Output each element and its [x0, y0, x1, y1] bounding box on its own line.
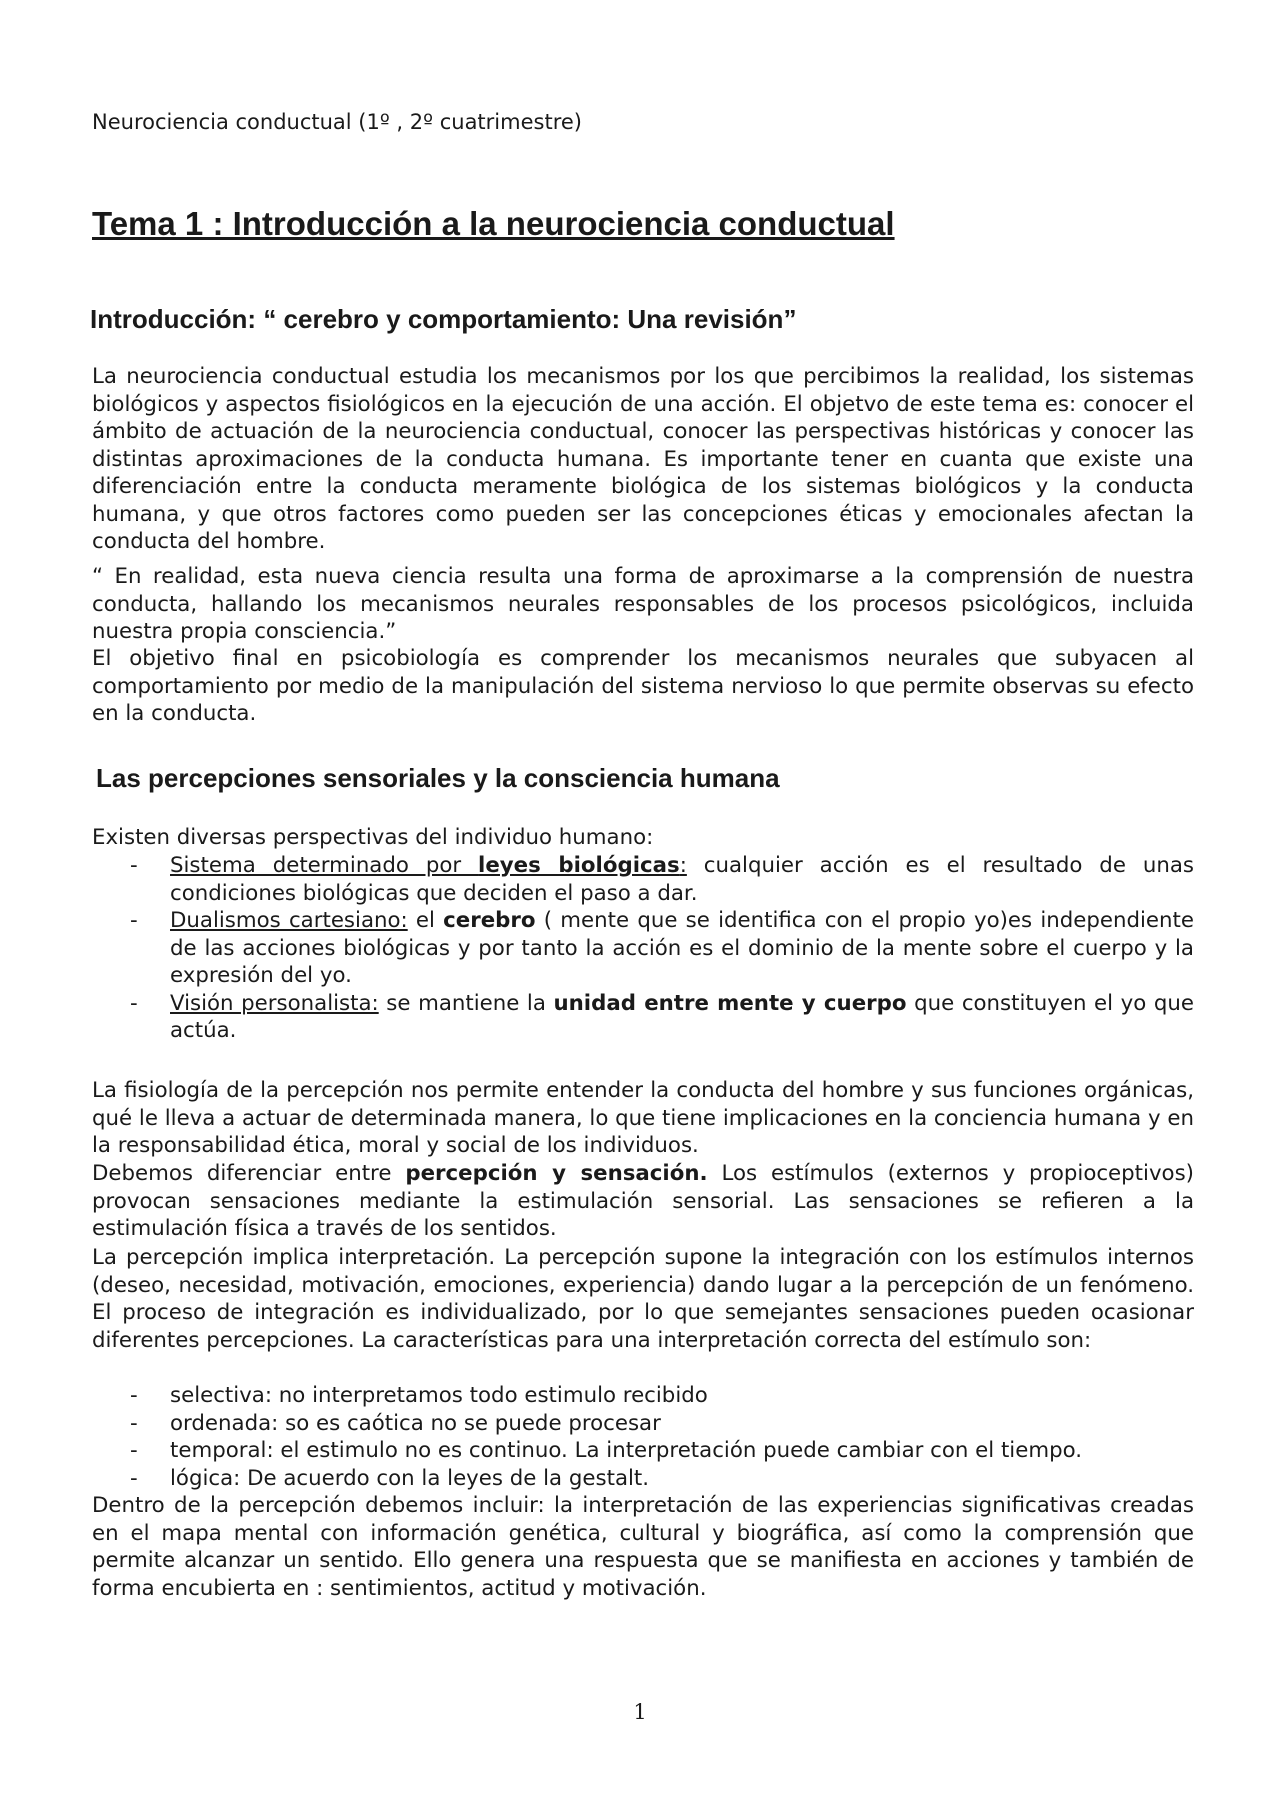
dash-bullet: - [130, 1383, 138, 1408]
list-item: - temporal: el estimulo no es continuo. La interpretación puede cambiar con el tiempo. [130, 1438, 1083, 1463]
list-item: - lógica: De acuerdo con la leyes de la gestalt. [130, 1465, 650, 1491]
section-heading-introduccion: Introducción: “ cerebro y comportamiento: Una revisión” [90, 304, 797, 334]
list-item: - Dualismos cartesiano: el cerebro ( mente que se identifica con el propio yo)es independiente de las acciones biológicas y por tanto la acción es el dominio de la mente sobre el cuerpo y la expresión del yo. [130, 908, 1194, 988]
objective-paragraph: El objetivo final en psicobiología es comprender los mecanismos neurales que subyacen al comportamiento por medio de la manipulación del sistema nervioso lo que permite observas su efecto en la conducta. [92, 646, 1194, 726]
course-header: Neurociencia conductual (1º , 2º cuatrimestre) [92, 110, 582, 134]
intro-paragraph: La neurociencia conductual estudia los mecanismos por los que percibimos la realidad, los sistemas biológicos y aspectos fisiológicos en la ejecución de una acción. El objetvo de este tema es: conocer el ámbito de actuación de la neurociencia conductual, conocer las perspectivas históricas y conocer las distintas aproximaciones de la conducta humana. Es importante tener en cuanta que existe una diferenciación entre la conducta meramente biológica de los sistemas biológicos y la conducta humana, y que otros factores como pueden ser las concepciones éticas y emocionales afectan la conducta del hombre. [92, 364, 1194, 554]
characteristics-list [92, 1382, 1194, 1492]
section-heading-percepciones: Las percepciones sensoriales y la consciencia humana [96, 763, 780, 793]
page-number: 1 [633, 1700, 647, 1724]
list-item [92, 852, 1194, 907]
dash-bullet: - [130, 1465, 138, 1491]
interpretation-paragraph: La percepción implica interpretación. La percepción supone la integración con los estímulos internos (deseo, necesidad, motivación, emociones, experiencia) dando lugar a la percepción de un fenómeno. El proceso de integración es individualizado, por lo que semejantes sensaciones pueden ocasionar diferentes percepciones. La características para una interpretación correcta del estímulo son: [92, 1245, 1194, 1353]
list-item: - selectiva: no interpretamos todo estimulo recibido [130, 1383, 708, 1408]
physiology-paragraph: La fisiología de la percepción nos permite entender la conducta del hombre y sus funciones orgánicas, qué le lleva a actuar de determinada manera, lo que tiene implicaciones en la conciencia humana y en la responsabilidad ética, moral y social de los individuos. [92, 1078, 1194, 1158]
perspectives-list [92, 852, 1194, 1045]
item-title: Dualismos cartesiano: [170, 908, 408, 933]
sensation-paragraph: Debemos diferenciar entre percepción y sensación. Los estímulos (externos y propioceptivos) provocan sensaciones mediante la estimulación sensorial. Las sensaciones se refieren a la estimulación física a través de los sentidos. [92, 1161, 1194, 1241]
item-title: Sistema determinado por leyes biológicas: [170, 853, 687, 878]
list-item: - Visión personalista: se mantiene la unidad entre mente y cuerpo que constituyen el yo que actúa. [130, 990, 1194, 1043]
quote-paragraph: “ En realidad, esta nueva ciencia resulta una forma de aproximarse a la comprensión de nuestra conducta, hallando los mecanismos neurales responsables de los procesos psicológicos, incluida nuestra propia consciencia.” [92, 564, 1194, 644]
dash-bullet: - [130, 908, 138, 933]
list-item: - ordenada: so es caótica no se puede procesar [130, 1410, 661, 1436]
conclusion-paragraph: Dentro de la percepción debemos incluir: la interpretación de las experiencias significativas creadas en el mapa mental con información genética, cultural y biográfica, así como la comprensión que permite alcanzar un sentido. Ello genera una respuesta que se manifiesta en acciones y también de forma encubierta en : sentimientos, actitud y motivación. [92, 1493, 1194, 1601]
dash-bullet: - [130, 853, 138, 878]
item-title: Visión personalista: [170, 990, 379, 1016]
dash-bullet: - [130, 1410, 138, 1436]
page-title: Tema 1 : Introducción a la neurociencia conductual [92, 205, 895, 242]
item-text: cualquier acción es el resultado de unas condiciones biológicas que deciden el paso a dar. [170, 853, 1194, 906]
dash-bullet: - [130, 1438, 138, 1463]
dash-bullet: - [130, 990, 138, 1016]
perspectives-lead: Existen diversas perspectivas del individuo humano: [92, 825, 654, 850]
